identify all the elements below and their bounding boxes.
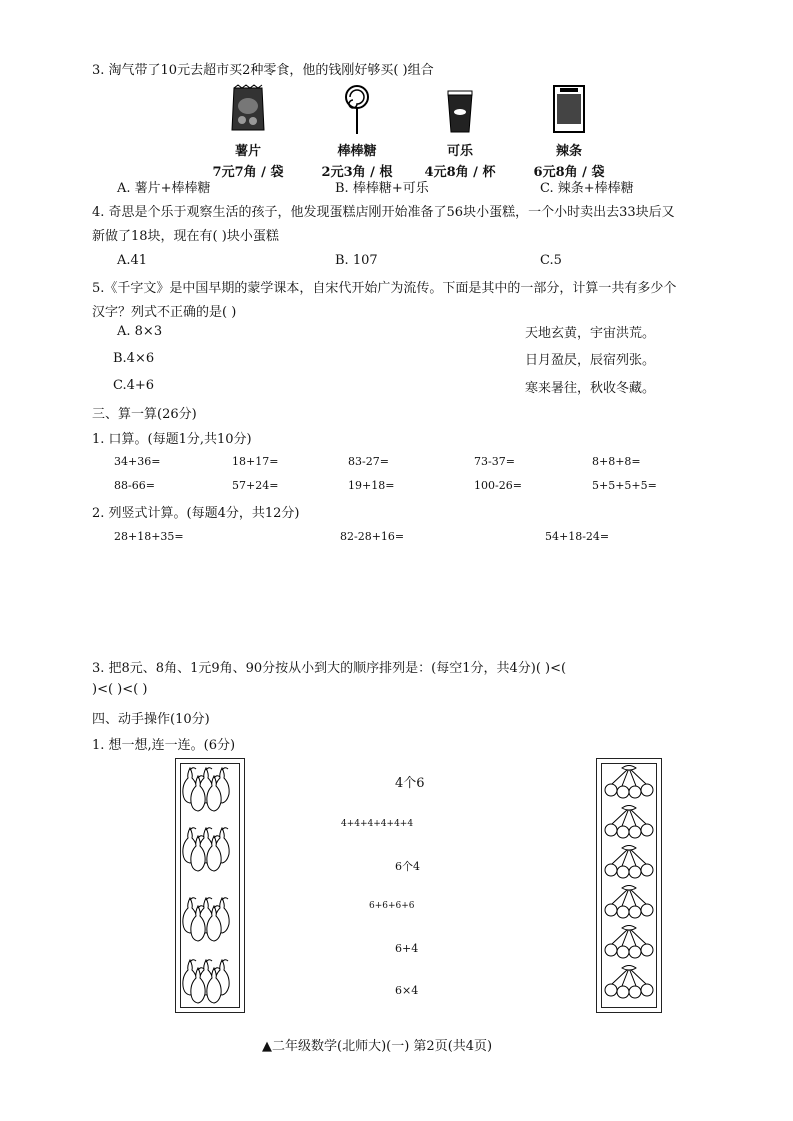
q3-option-c[interactable]: C. 辣条+棒棒糖	[540, 181, 634, 196]
snack-cola-price: 4元8角 / 杯	[424, 165, 496, 180]
match-item-6-plus-4[interactable]: 6+4	[395, 942, 419, 955]
snack-cola	[405, 82, 515, 180]
snack-lollipop	[302, 82, 412, 180]
q4-option-a[interactable]: A.41	[117, 253, 148, 268]
q5-line1: 5.《千字文》是中国早期的蒙学课本，自宋代开始广为流传。下面是其中的一部分，计算一共有多少个	[92, 281, 677, 296]
section4-title: 四、动手操作(10分)	[92, 712, 210, 727]
oral-item: 19+18=	[348, 479, 395, 492]
oral-item: 57+24=	[232, 479, 279, 492]
verse-line-2: 日月盈昃，辰宿列张。	[525, 353, 656, 368]
snack-spicy-strip-price: 6元8角 / 袋	[533, 165, 605, 180]
match-item-6-groups-of-4[interactable]: 6个4	[395, 860, 420, 873]
cola-cup-icon	[405, 82, 515, 134]
match-item-6-times-4[interactable]: 6×4	[395, 984, 419, 997]
cherry-groups-icon[interactable]	[596, 758, 662, 1013]
q3-option-b[interactable]: B. 棒棒糖+可乐	[335, 181, 429, 196]
snack-spicy-strip	[514, 82, 624, 180]
snack-lollipop-name: 棒棒糖	[337, 144, 377, 159]
chips-bag-icon	[193, 82, 303, 134]
q5-option-c[interactable]: C.4+6	[113, 378, 155, 393]
lollipop-icon	[302, 82, 412, 134]
q5-line2: 汉字？列式不正确的是( )	[92, 305, 237, 320]
q5-option-a[interactable]: A. 8×3	[117, 324, 163, 339]
oral-item: 88-66=	[114, 479, 155, 492]
q3-option-a[interactable]: A. 薯片+棒棒糖	[117, 181, 211, 196]
snack-chips-name: 薯片	[234, 144, 261, 159]
spicy-strip-bag-icon	[514, 82, 624, 134]
order-question-line2: )<( )<( )	[92, 682, 148, 697]
oral-calc-title: 1. 口算。(每题1分,共10分)	[92, 432, 252, 447]
q4-line2: 新做了18块，现在有( )块小蛋糕	[92, 229, 279, 244]
vertical-item: 28+18+35=	[114, 530, 184, 543]
vertical-item: 54+18-24=	[545, 530, 610, 543]
snack-lollipop-price: 2元3角 / 根	[321, 165, 393, 180]
q4-line1: 4. 奇思是个乐于观察生活的孩子，他发现蛋糕店刚开始准备了56块小蛋糕，一个小时卖出去33块后又	[92, 205, 675, 220]
snack-chips	[193, 82, 303, 180]
oral-item: 34+36=	[114, 455, 161, 468]
q3-question: 3. 淘气带了10元去超市买2种零食，他的钱刚好够买( )组合	[92, 63, 434, 78]
pear-groups-icon[interactable]	[175, 758, 245, 1013]
match-item-4-groups-of-6[interactable]: 4个6	[395, 776, 425, 791]
q5-option-b[interactable]: B.4×6	[113, 351, 155, 366]
section3-title: 三、算一算(26分)	[92, 407, 197, 422]
oral-item: 5+5+5+5=	[592, 479, 657, 492]
vertical-item: 82-28+16=	[340, 530, 405, 543]
q4-option-b[interactable]: B. 107	[335, 253, 378, 268]
vertical-calc-title: 2. 列竖式计算。(每题4分，共12分)	[92, 506, 300, 521]
snack-chips-price: 7元7角 / 袋	[212, 165, 284, 180]
verse-line-3: 寒来暑往，秋收冬藏。	[525, 381, 656, 396]
snack-cola-name: 可乐	[446, 144, 473, 159]
oral-item: 73-37=	[474, 455, 515, 468]
verse-line-1: 天地玄黄，宇宙洪荒。	[525, 326, 656, 341]
q4-option-c[interactable]: C.5	[540, 253, 562, 268]
match-title: 1. 想一想,连一连。(6分)	[92, 738, 236, 753]
oral-item: 100-26=	[474, 479, 522, 492]
oral-item: 18+17=	[232, 455, 279, 468]
snack-spicy-strip-name: 辣条	[555, 144, 582, 159]
match-item-sum-4s[interactable]: 4+4+4+4+4+4	[341, 819, 414, 829]
order-question-line1: 3. 把8元、8角、1元9角、90分按从小到大的顺序排列是：(每空1分，共4分)( )<(	[92, 661, 567, 676]
oral-item: 8+8+8=	[592, 455, 641, 468]
page-footer: ▲二年级数学(北师大)(一) 第2页(共4页)	[262, 1039, 493, 1054]
match-item-sum-6s[interactable]: 6+6+6+6	[369, 901, 415, 911]
oral-item: 83-27=	[348, 455, 389, 468]
